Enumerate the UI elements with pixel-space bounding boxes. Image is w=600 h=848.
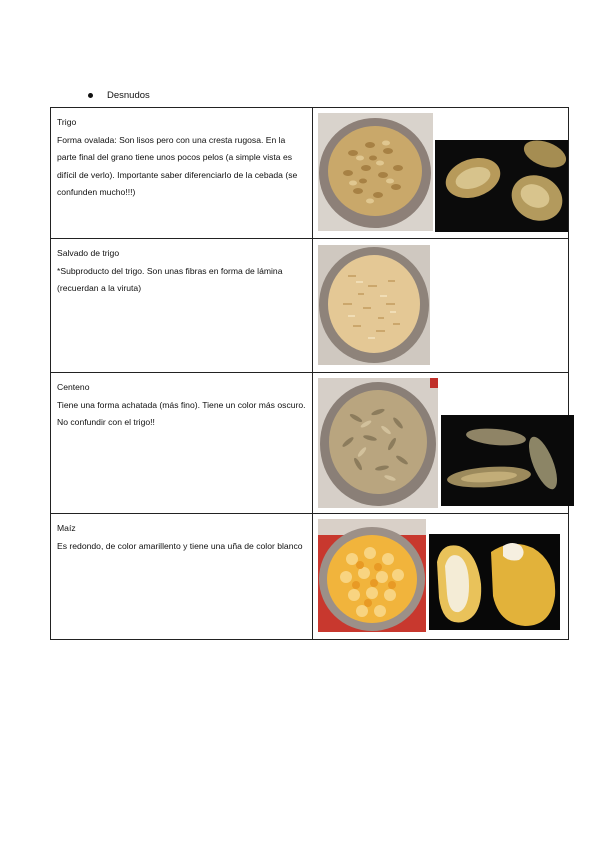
section-bullet-label: Desnudos (107, 90, 150, 101)
image-cell (313, 373, 569, 514)
image-cell (313, 239, 569, 373)
grain-name: Centeno (57, 382, 90, 392)
text-cell (51, 514, 313, 640)
image-cell (313, 108, 569, 239)
rye-kernels-closeup-photo (441, 415, 574, 506)
section-bullet (88, 90, 150, 101)
wheat-bowl-photo (318, 113, 433, 231)
bullet-icon (88, 93, 93, 98)
grain-description: Tiene una forma achatada (más fino). Tiene un color más oscuro. No confundir con el trigo!! (57, 399, 306, 427)
text-cell (51, 373, 313, 514)
corn-bowl-photo (318, 519, 426, 632)
image-cell (313, 514, 569, 640)
table-row (51, 108, 569, 239)
grain-description: Forma ovalada: Son lisos pero con una cresta rugosa. En la parte final del grano tiene unos pocos pelos (a simple vista es difícil de verlo). Importante saber diferenciarlo de la cebada (se confunden mucho!!!) (57, 134, 298, 197)
grain-name: Salvado de trigo (57, 248, 120, 258)
corn-kernels-closeup-photo (429, 534, 560, 630)
text-cell (51, 239, 313, 373)
grain-name: Trigo (57, 117, 77, 127)
grains-table (50, 107, 569, 640)
table-row (51, 239, 569, 373)
wheat-kernels-closeup-photo (435, 140, 568, 232)
rye-bowl-photo (318, 378, 438, 508)
grain-description: Es redondo, de color amarillento y tiene una uña de color blanco (57, 540, 303, 551)
grain-name: Maíz (57, 523, 76, 533)
text-cell (51, 108, 313, 239)
grain-description: *Subproducto del trigo. Son unas fibras en forma de lámina (recuerdan a la viruta) (57, 265, 283, 293)
table-row (51, 373, 569, 514)
wheat-bran-bowl-photo (318, 245, 430, 365)
table-row (51, 514, 569, 640)
